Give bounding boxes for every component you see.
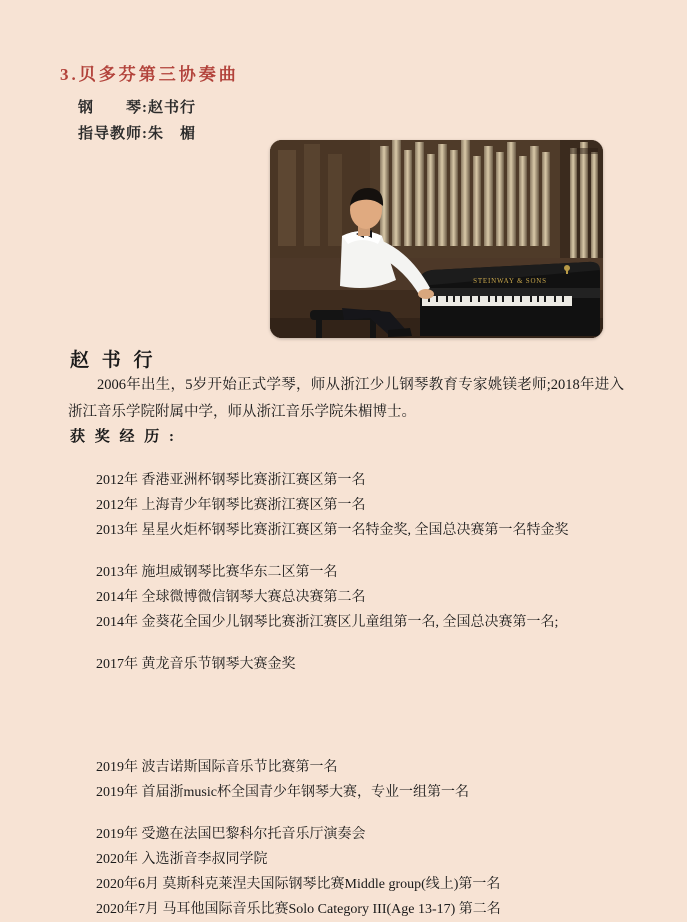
- credit-piano: 钢 琴:赵书行: [78, 100, 196, 116]
- list-item: 2020年6月 莫斯科克莱涅夫国际钢琴比赛Middle group(线上)第一名: [96, 877, 501, 892]
- page-title: 3.贝多芬第三协奏曲: [60, 65, 239, 84]
- list-item: 2020年7月 马耳他国际音乐比赛Solo Category III(Age 13-17) 第二名: [96, 902, 501, 917]
- performance-photo: [270, 140, 603, 338]
- credits-block: [78, 95, 196, 147]
- svg-text:STEINWAY & SONS: STEINWAY & SONS: [473, 277, 547, 285]
- list-item: 2019年 首届浙music杯全国青少年钢琴大赛，专业一组第一名: [96, 785, 469, 800]
- awards-heading: 获 奖 经 历 :: [70, 429, 177, 445]
- list-item: 2019年 波吉诺斯国际音乐节比赛第一名: [96, 760, 338, 775]
- list-item: 2012年 香港亚洲杯钢琴比赛浙江赛区第一名: [96, 473, 366, 488]
- list-item: 2014年 金葵花全国少儿钢琴比赛浙江赛区儿童组第一名, 全国总决赛第一名;: [96, 615, 559, 630]
- list-item: 2019年 受邀在法国巴黎科尔托音乐厅演奏会: [96, 827, 366, 842]
- list-item: 2014年 全球微博微信钢琴大赛总决赛第二名: [96, 590, 366, 605]
- list-item: 2013年 施坦威钢琴比赛华东二区第一名: [96, 565, 338, 580]
- credit-teacher: 指导教师:朱 楣: [78, 126, 196, 142]
- list-item: 2013年 星星火炬杯钢琴比赛浙江赛区第一名特金奖, 全国总决赛第一名特金奖: [96, 523, 569, 538]
- photo-illustration: [270, 140, 603, 338]
- performer-bio: 2006年出生，5岁开始正式学琴，师从浙江少儿钢琴教育专家姚镁老师;2018年进入浙江音乐学院附属中学，师从浙江音乐学院朱楣博士。: [68, 377, 624, 420]
- list-item: 2017年 黄龙音乐节钢琴大赛金奖: [96, 657, 296, 672]
- awards-list: [96, 468, 636, 922]
- performer-name: 赵 书 行: [70, 350, 157, 371]
- list-item: 2012年 上海青少年钢琴比赛浙江赛区第一名: [96, 498, 366, 513]
- list-item: 2020年 入选浙音李叔同学院: [96, 852, 268, 867]
